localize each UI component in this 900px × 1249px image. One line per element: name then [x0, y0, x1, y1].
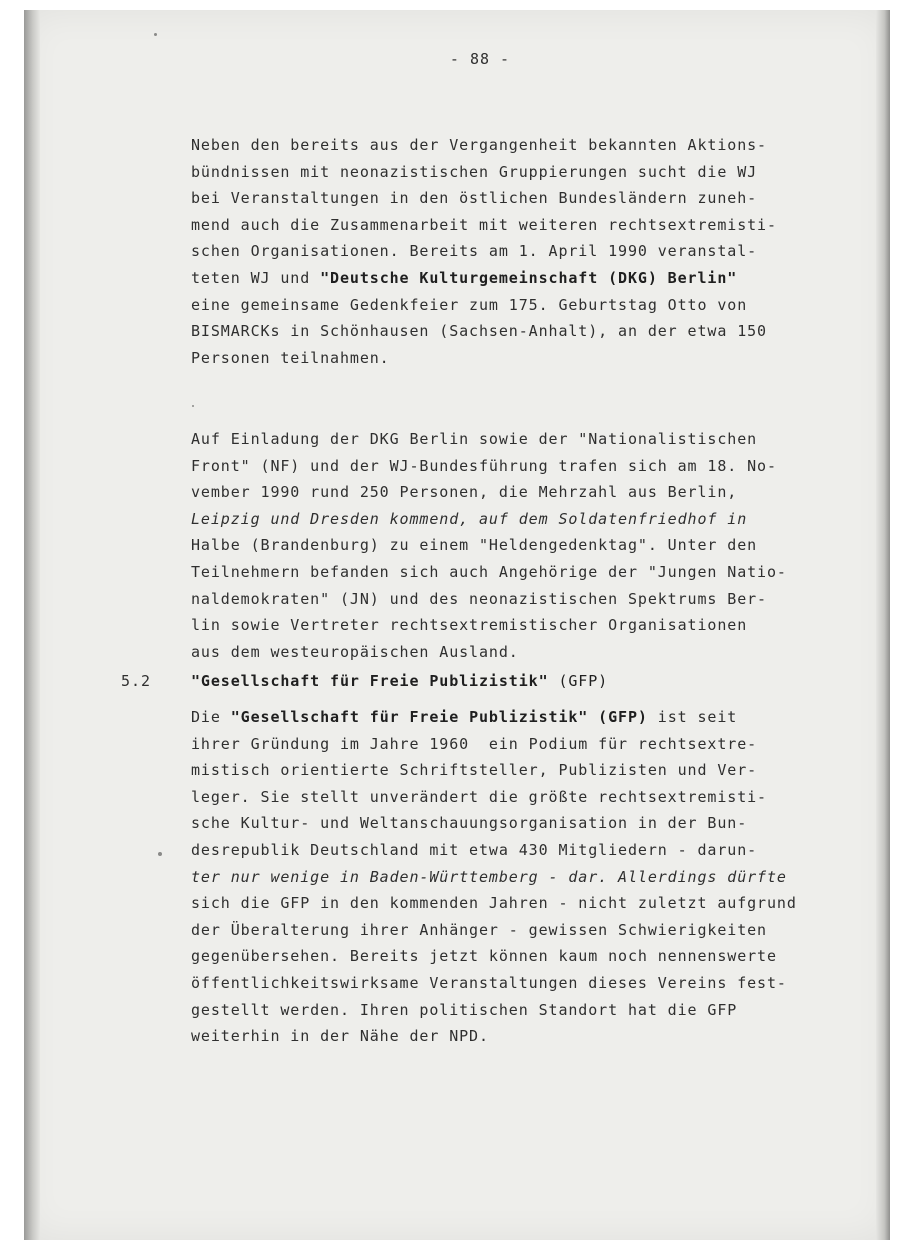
scan-speck: [158, 852, 162, 856]
text-segment: gestellt werden. Ihren politischen Standort hat die GFP: [191, 1000, 738, 1019]
text-segment: sich die GFP in den kommenden Jahren - nicht zuletzt aufgrund: [191, 894, 797, 913]
text-segment: lin sowie Vertreter rechtsextremistischer Organisationen: [191, 616, 748, 635]
text-segment: Teilnehmern befanden sich auch Angehörige der "Jungen Natio-: [191, 562, 787, 581]
text-line: [191, 265, 851, 292]
text-line: [191, 612, 851, 639]
text-segment: teten WJ und: [191, 268, 321, 287]
text-line: [191, 837, 851, 864]
text-line: [191, 784, 851, 811]
text-segment: leger. Sie stellt unverändert die größte rechtsextremisti-: [191, 787, 767, 806]
text-segment: Front" (NF) und der WJ-Bundesführung trafen sich am 18. No-: [191, 456, 777, 475]
text-segment: öffentlichkeitswirksame Veranstaltungen dieses Vereins fest-: [191, 973, 787, 992]
text-segment: "Gesellschaft für Freie Publizistik": [191, 672, 549, 690]
text-line: [191, 559, 851, 586]
text-line: [191, 132, 851, 159]
text-line: [191, 970, 851, 997]
text-line: [191, 997, 851, 1024]
text-segment: "Gesellschaft für Freie Publizistik": [230, 708, 589, 726]
section-number: 5.2: [121, 672, 152, 690]
text-line: [191, 238, 851, 265]
page-right-edge-shadow: [876, 10, 890, 1240]
text-segment: naldemokraten" (JN) und des neonazistischen Spektrums Ber-: [191, 589, 767, 608]
text-segment: ihrer Gründung im Jahre 1960 ein Podium für rechtsextre-: [191, 734, 758, 753]
text-line: [191, 639, 851, 666]
text-segment: vember 1990 rund 250 Personen, die Mehrzahl aus Berlin,: [191, 483, 738, 502]
text-segment: gegenübersehen. Bereits jetzt können kaum noch nennenswerte: [191, 947, 777, 966]
text-segment: eine gemeinsame Gedenkfeier zum 175. Geburtstag Otto von: [191, 295, 748, 314]
text-segment: ist seit: [647, 708, 738, 726]
text-segment: Neben den bereits aus der Vergangenheit bekannten Aktions-: [191, 136, 767, 154]
text-line: [191, 159, 851, 186]
text-segment: Die: [191, 708, 231, 726]
text-segment: Auf Einladung der DKG Berlin sowie der "Nationalistischen: [191, 430, 758, 448]
text-line: [191, 586, 851, 613]
text-segment: (GFP): [588, 708, 648, 726]
text-segment: aus dem westeuropäischen Ausland.: [191, 642, 519, 661]
page-number: - 88 -: [449, 50, 511, 68]
text-segment: Personen teilnahmen.: [191, 348, 390, 367]
text-segment: sche Kultur- und Weltanschauungsorganisation in der Bun-: [191, 814, 748, 833]
text-line: [191, 292, 851, 319]
text-line: [191, 731, 851, 758]
text-segment: (GFP): [548, 672, 609, 690]
text-segment: weiterhin in der Nähe der NPD.: [191, 1027, 489, 1046]
text-segment: bündnissen mit neonazistischen Gruppierungen sucht die WJ: [191, 162, 758, 181]
text-segment: ter nur wenige in Baden-Württemberg - dar. Allerdings dürfte: [191, 867, 787, 886]
text-segment: mistisch orientierte Schriftsteller, Publizisten und Ver-: [191, 761, 758, 780]
text-segment: bei Veranstaltungen in den östlichen Bundesländern zuneh-: [191, 189, 758, 208]
text-line: [191, 890, 851, 917]
text-segment: schen Organisationen. Bereits am 1. April 1990 veranstal-: [191, 242, 758, 261]
text-line: [191, 704, 851, 731]
text-segment: der Überalterung ihrer Anhänger - gewissen Schwierigkeiten: [191, 920, 767, 939]
page-left-edge-shadow: [24, 10, 40, 1240]
text-segment: Leipzig und Dresden kommend, auf dem Soldatenfriedhof in: [191, 509, 748, 528]
text-line: [191, 345, 851, 372]
text-line: [191, 1023, 851, 1050]
text-line: [191, 917, 851, 944]
text-line: [191, 453, 851, 480]
text-line: [191, 532, 851, 559]
text-line: [191, 810, 851, 837]
text-segment: BISMARCKs in Schönhausen (Sachsen-Anhalt), an der etwa 150: [191, 322, 767, 341]
text-segment: desrepublik Deutschland mit etwa 430 Mitgliedern - darun-: [191, 840, 758, 859]
text-line: [191, 943, 851, 970]
text-segment: "Deutsche Kulturgemeinschaft (DKG) Berlin": [320, 268, 738, 287]
paragraph-1: [191, 132, 851, 371]
text-segment: Halbe (Brandenburg) zu einem "Heldengedenktag". Unter den: [191, 536, 758, 555]
text-line: [191, 318, 851, 345]
text-line: [191, 479, 851, 506]
section-title: [191, 668, 608, 695]
text-line: [191, 864, 851, 891]
text-line: [191, 426, 851, 453]
paragraph-2: [191, 426, 851, 665]
scan-speck: [192, 405, 194, 407]
text-line: [191, 757, 851, 784]
text-segment: mend auch die Zusammenarbeit mit weiteren rechtsextremisti-: [191, 215, 777, 234]
text-line: [191, 185, 851, 212]
paragraph-3: [191, 704, 851, 1050]
scan-speck: [154, 33, 157, 36]
text-line: [191, 212, 851, 239]
text-line: [191, 506, 851, 533]
